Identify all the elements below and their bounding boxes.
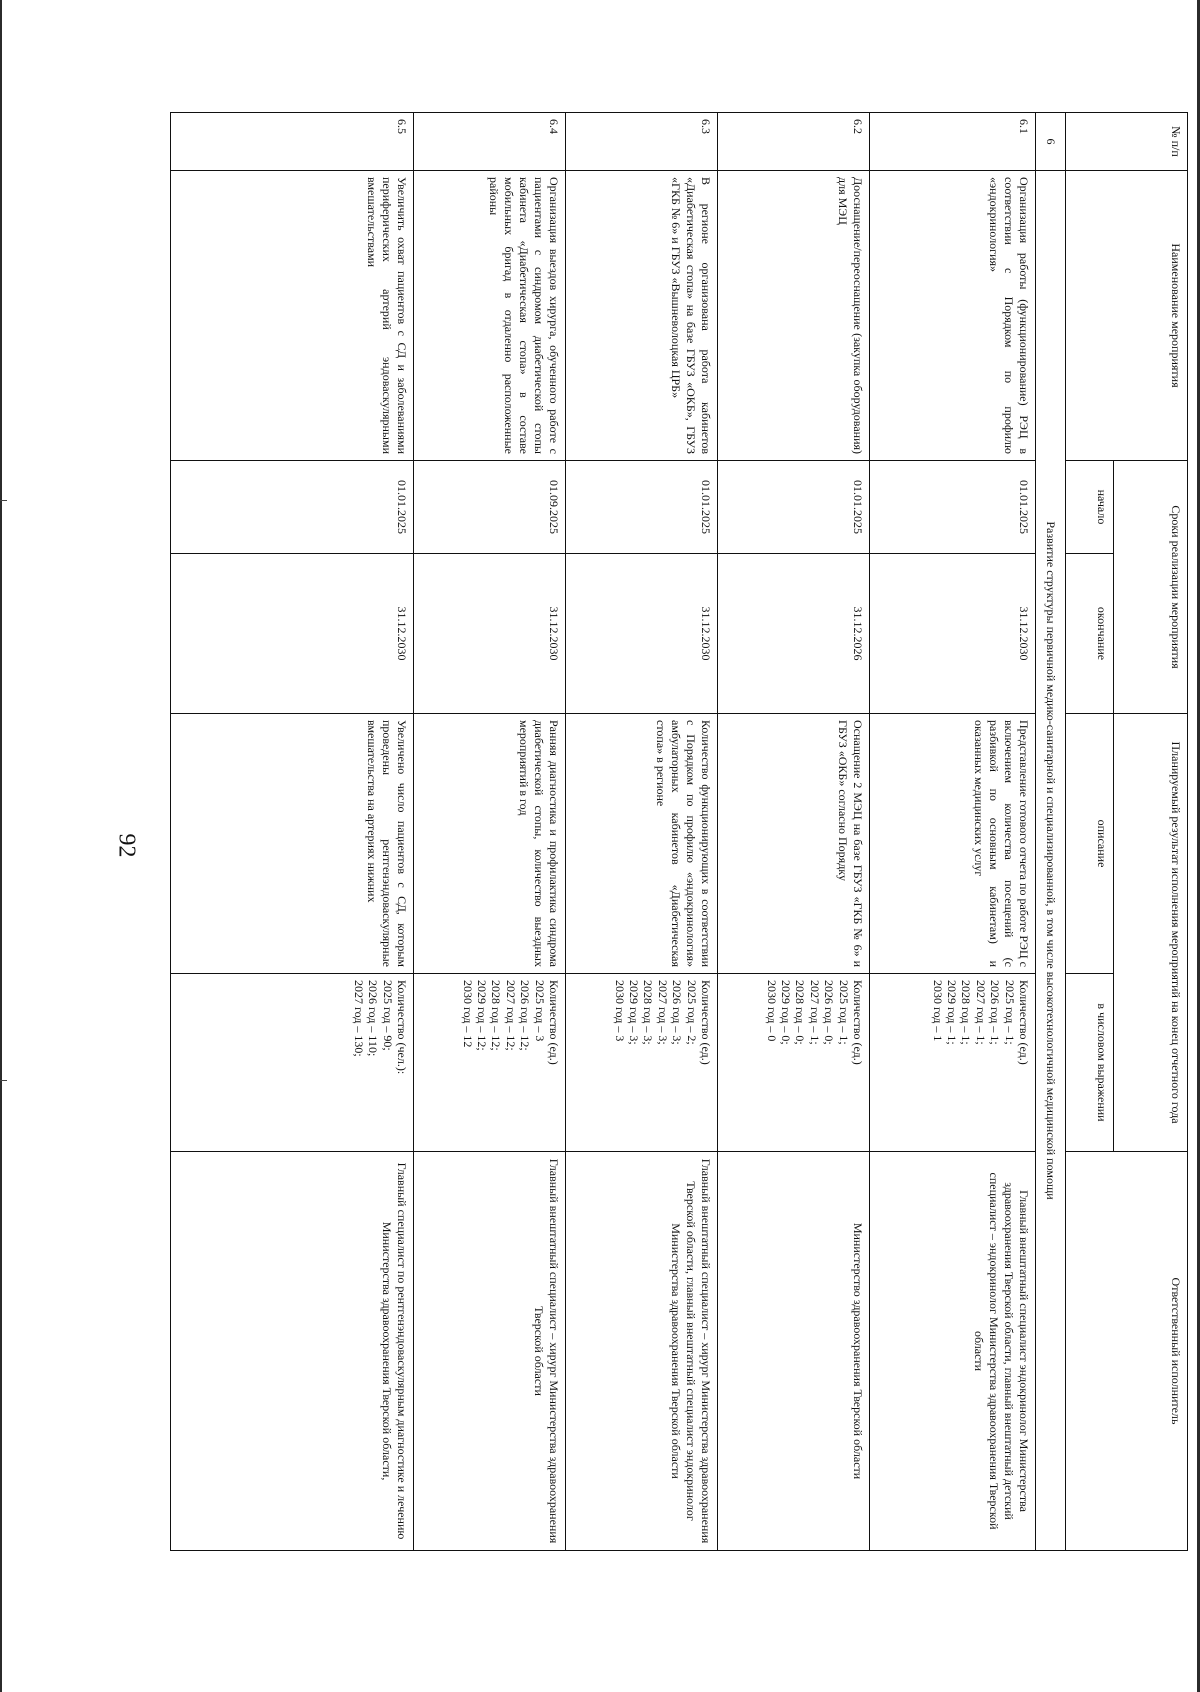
header-row <box>1114 113 1188 1551</box>
result-quantity <box>171 974 414 1152</box>
quantity-line: 2026 год – 3; <box>670 980 685 1045</box>
header-end: окончание <box>1066 554 1114 714</box>
responsible: Министерство здравоохранения Тверской области <box>718 1152 870 1551</box>
rotated-table-wrapper <box>170 112 1188 1550</box>
measure-name: Дооснащение/переоснащение (закупка оборудования) для МЭЦ <box>718 171 870 461</box>
row-number: 6.3 <box>566 113 718 171</box>
section-row <box>1036 113 1066 1551</box>
result-description: Увеличено число пациентов с СД, которым проведены рентгенэндоваскулярные вмешательства на артериях нижних <box>171 714 414 974</box>
responsible: Главный специалист по рентгенэндоваскулярным диагностике и лечению Министерства здравоохранения Тверской области, <box>171 1152 414 1551</box>
quantity-line: 2028 год – 12; <box>489 980 504 1051</box>
header-description: описание <box>1066 714 1114 974</box>
quantity-line: 2025 год – 90; <box>380 980 395 1051</box>
row-number: 6.4 <box>414 113 566 171</box>
quantity-line: 2027 год – 1; <box>807 980 822 1045</box>
quantity-line: Количество (ед.) <box>547 980 561 1065</box>
end-date: 31.12.2030 <box>566 554 718 714</box>
quantity-line: 2027 год – 3; <box>655 980 670 1045</box>
quantity-line: Количество (ед.) <box>699 980 713 1065</box>
page-number-text: 92 <box>113 833 140 857</box>
end-date: 31.12.2026 <box>718 554 870 714</box>
end-date: 31.12.2030 <box>414 554 566 714</box>
measures-table <box>170 112 1188 1551</box>
header-numeric: в числовом выражении <box>1066 974 1114 1152</box>
quantity-line: 2026 год – 1; <box>988 980 1003 1045</box>
quantity-line: 2025 год – 3 <box>532 980 547 1042</box>
start-date: 01.01.2025 <box>566 461 718 554</box>
result-quantity <box>566 974 718 1152</box>
scan-mark <box>0 1080 7 1081</box>
row-number: 6.2 <box>718 113 870 171</box>
responsible: Главный внештатный специалист эндокринолог Министерства здравоохранения Тверской области, главный внештатный детский специалист – эндокринолог Министерства здравоохранения Тверской области <box>870 1152 1036 1551</box>
quantity-line: 2026 год – 110; <box>366 980 381 1057</box>
row-number: 6.5 <box>171 113 414 171</box>
table-row <box>566 113 718 1551</box>
start-date: 01.01.2025 <box>171 461 414 554</box>
quantity-line: 2029 год – 0; <box>779 980 794 1045</box>
result-quantity <box>414 974 566 1152</box>
header-terms: Сроки реализации мероприятия <box>1114 461 1188 714</box>
end-date: 31.12.2030 <box>870 554 1036 714</box>
result-description: Оснащение 2 МЭЦ на базе ГБУЗ «ГКБ № 6» и ГБУЗ «ОКБ» согласно Порядку <box>718 714 870 974</box>
responsible: Главный внештатный специалист – хирург Министерства здравоохранения Тверской области <box>414 1152 566 1551</box>
header-responsible: Ответственный исполнитель <box>1066 1152 1188 1551</box>
quantity-line: 2026 год – 0; <box>822 980 837 1045</box>
quantity-line: 2025 год – 1; <box>1002 980 1017 1045</box>
quantity-line: Количество (чел.): <box>395 980 409 1075</box>
header-start: начало <box>1066 461 1114 554</box>
table-row <box>171 113 414 1551</box>
header-name: Наименование мероприятия <box>1066 171 1188 461</box>
table-row <box>414 113 566 1551</box>
page-number <box>112 817 140 873</box>
quantity-line: 2030 год – 3 <box>612 980 627 1042</box>
quantity-line: Количество (ед.) <box>851 980 865 1065</box>
quantity-line: Количество (ед.) <box>1017 980 1031 1065</box>
end-date: 31.12.2030 <box>171 554 414 714</box>
quantity-line: 2028 год – 0; <box>793 980 808 1045</box>
quantity-line: 2029 год – 1; <box>945 980 960 1045</box>
quantity-line: 2028 год – 3; <box>641 980 656 1045</box>
row-number: 6.1 <box>870 113 1036 171</box>
section-title: Развитие структуры первичной медико-санитарной и специализированной, в том числе высокотехнологичной медицинской помощи <box>1036 171 1066 1551</box>
result-quantity <box>870 974 1036 1152</box>
quantity-line: 2026 год – 12; <box>518 980 533 1051</box>
measure-name: Организация выездов хирурга, обученного работе с пациентами с синдромом диабетической стопы кабинета «Диабетическая стопа» в составе мобильных бригад в отдаленно расположенные районы <box>414 171 566 461</box>
quantity-line: 2030 год – 1 <box>930 980 945 1042</box>
start-date: 01.01.2025 <box>718 461 870 554</box>
header-result: Планируемый результат исполнения мероприятий на конец отчетного года <box>1114 714 1188 1152</box>
result-description: Количество функционирующих в соответствии с Порядком по профилю «эндокринология» амбулаторных кабинетов «Диабетическая стопа» в регионе <box>566 714 718 974</box>
quantity-line: 2025 год – 2; <box>684 980 699 1045</box>
table-row <box>718 113 870 1551</box>
measure-name: Организация работы (функционирование) РЭЦ в соответствии с Порядком по профилю «эндокринология» <box>870 171 1036 461</box>
responsible: Главный внештатный специалист – хирург Министерства здравоохранения Тверской области, главный внештатный специалист эндокринолог Министерства здравоохранения Тверской области <box>566 1152 718 1551</box>
table-row <box>870 113 1036 1551</box>
start-date: 01.09.2025 <box>414 461 566 554</box>
header-num: № п/п <box>1066 113 1188 171</box>
scan-edge-left <box>0 0 2 1692</box>
quantity-line: 2027 год – 12; <box>503 980 518 1051</box>
measure-name: В регионе организована работа кабинетов «Диабетическая стопа» на базе ГБУЗ «ОКБ», ГБУЗ «ГКБ № 6» и ГБУЗ «Вышневолоцкая ЦРБ» <box>566 171 718 461</box>
scan-mark <box>0 500 7 501</box>
measure-name: Увеличить охват пациентов с СД и заболеваниями периферических артерий эндоваскулярными вмешательствами <box>171 171 414 461</box>
result-quantity <box>718 974 870 1152</box>
quantity-line: 2029 год – 12; <box>475 980 490 1051</box>
result-description: Ранняя диагностика и профилактика синдрома диабетической стопы, количество выездных мероприятий в год <box>414 714 566 974</box>
quantity-line: 2027 год – 1; <box>973 980 988 1045</box>
start-date: 01.01.2025 <box>870 461 1036 554</box>
quantity-line: 2029 год – 3; <box>627 980 642 1045</box>
quantity-line: 2030 год – 0 <box>764 980 779 1042</box>
quantity-line: 2025 год – 1; <box>836 980 851 1045</box>
quantity-line: 2028 год – 1; <box>959 980 974 1045</box>
quantity-line: 2030 год – 12 <box>460 980 475 1048</box>
section-number: 6 <box>1036 113 1066 171</box>
result-description: Представление готового отчета по работе РЭЦ с включением количества посещений (с разбивкой по основным кабинетам) и оказанных медицинских услуг <box>870 714 1036 974</box>
quantity-line: 2027 год – 130; <box>351 980 366 1057</box>
